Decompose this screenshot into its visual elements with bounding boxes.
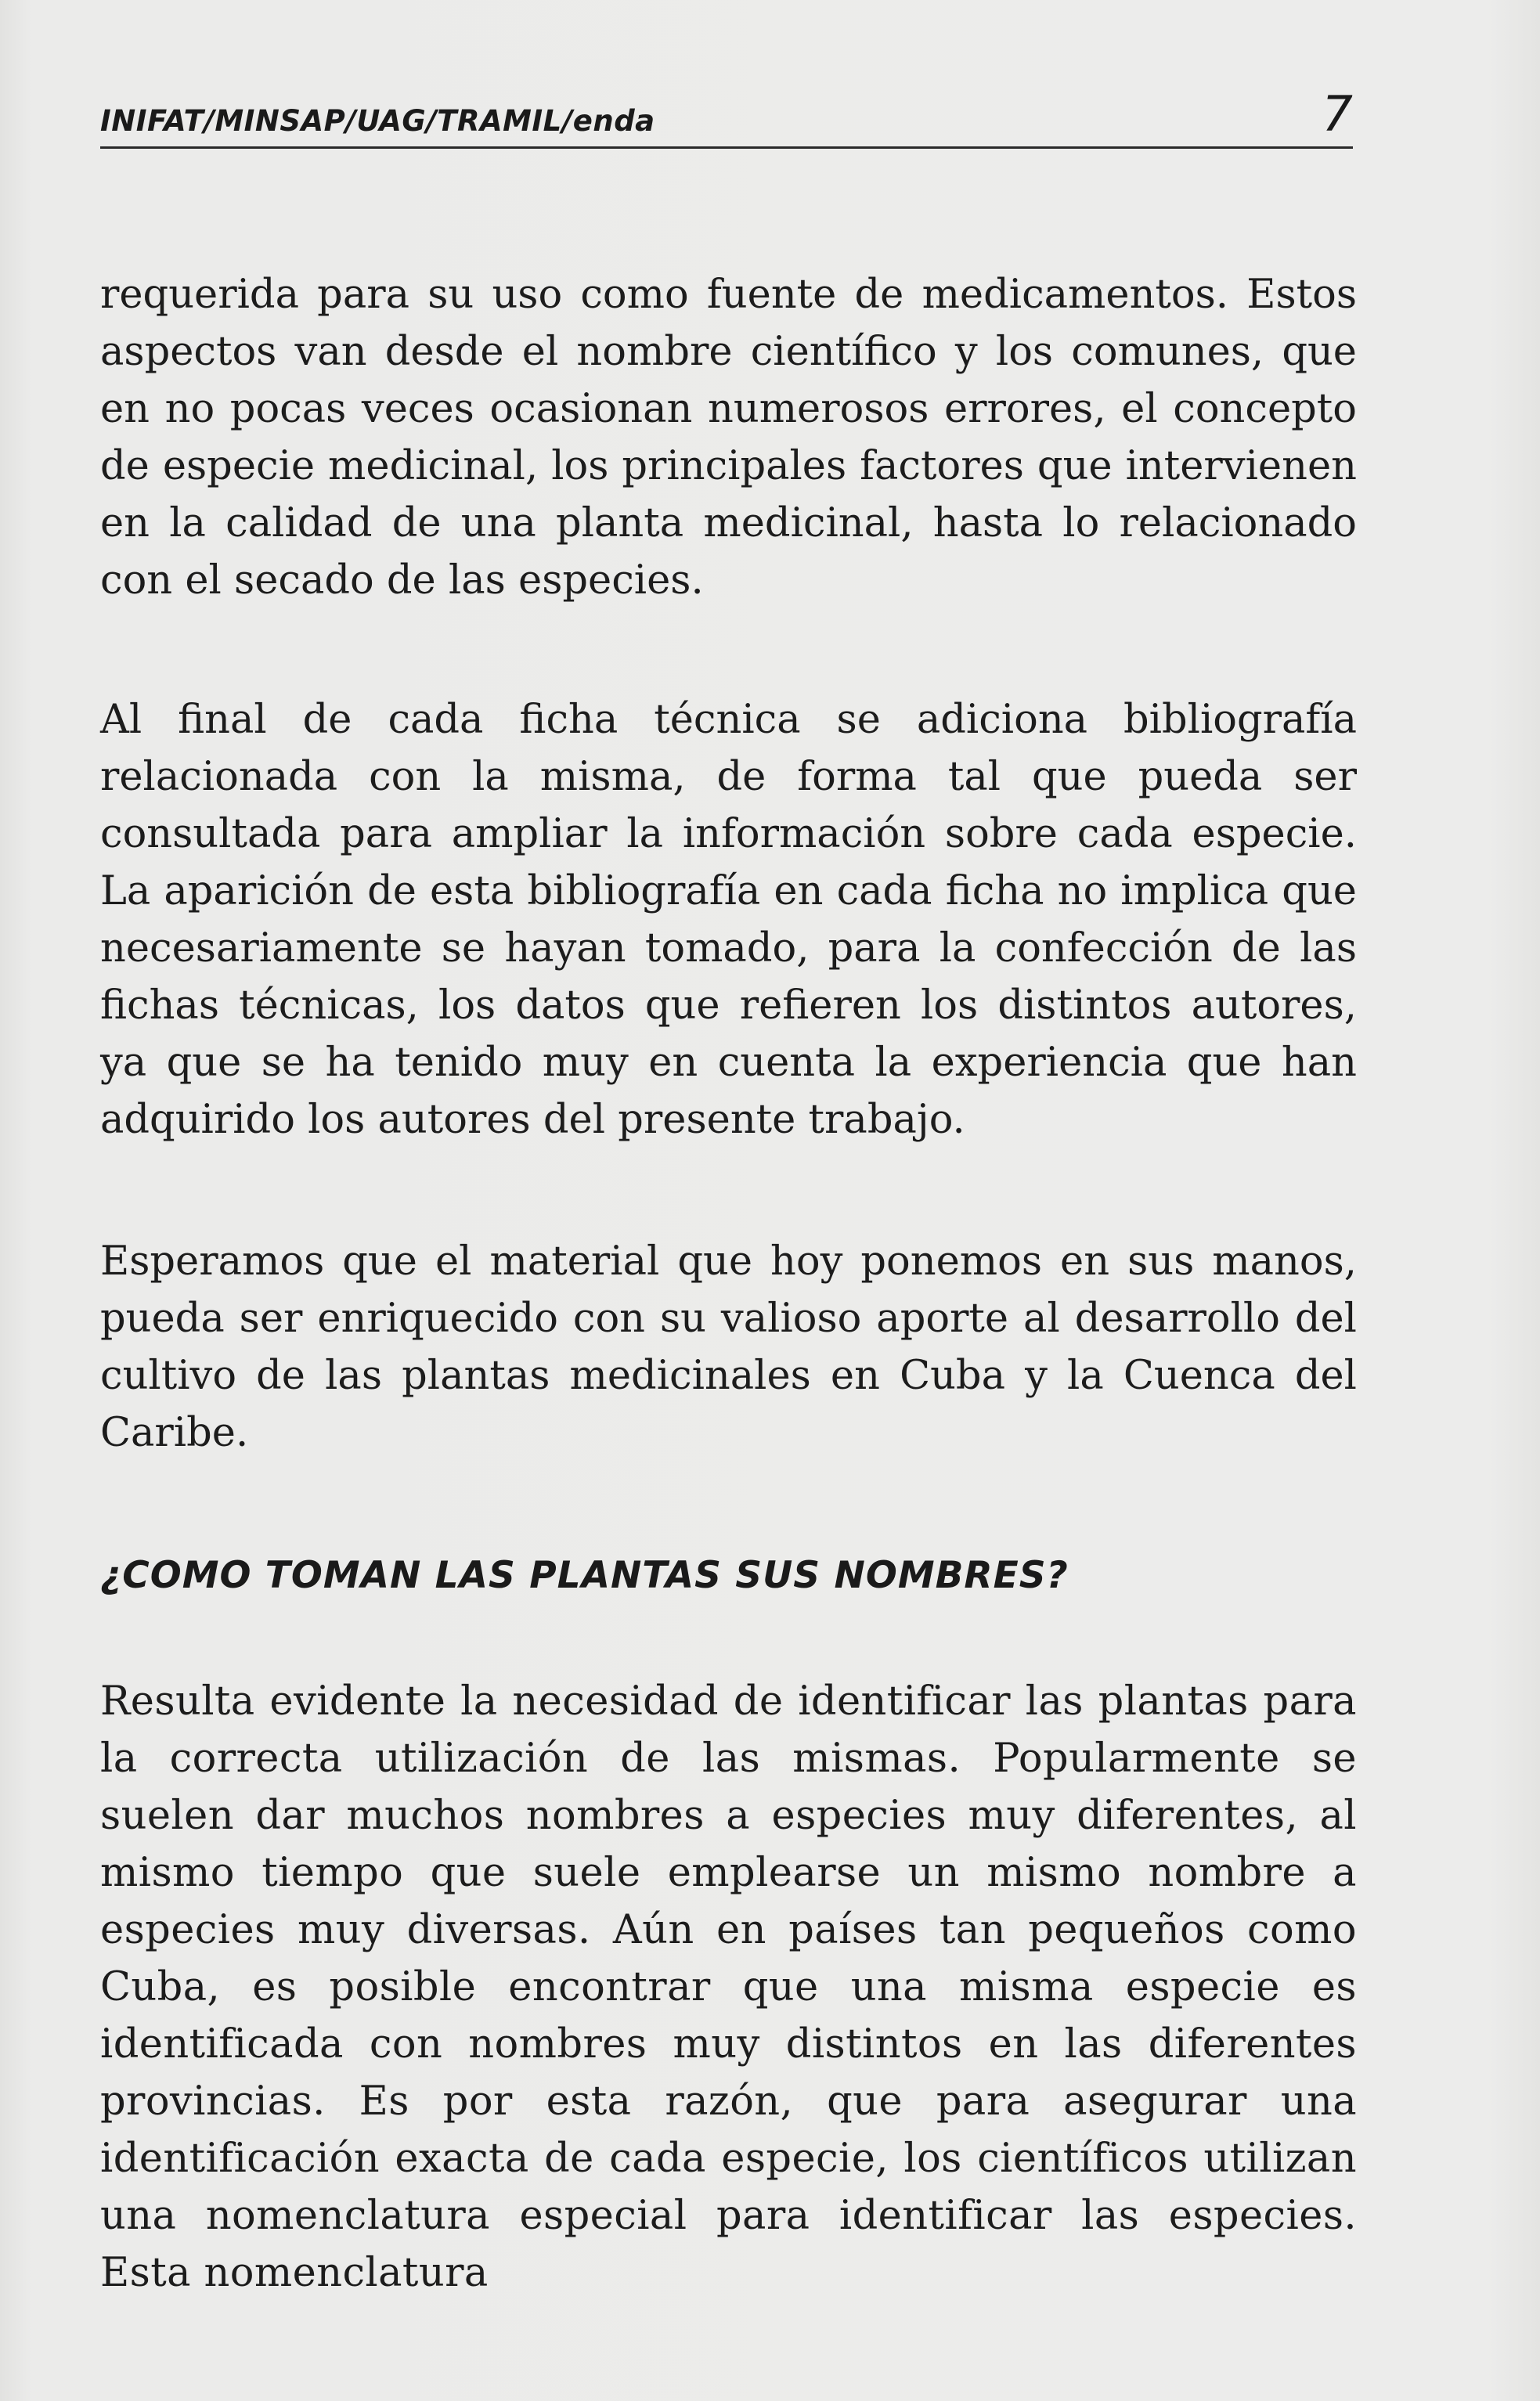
page-header [100, 85, 1353, 149]
section-heading: ¿COMO TOMAN LAS PLANTAS SUS NOMBRES? [100, 1554, 1069, 1597]
section-paragraph: Resulta evidente la necesidad de identificar las plantas para la correcta utilización de las mismas. Popularmente se suelen dar muchos nombres a especies muy diferentes, al mismo tiempo que suele emplearse un mismo nombre a especies muy diversas. Aún en países tan pequeños como Cuba, es posible encontrar que una misma especie es identificada con nombres muy distintos en las diferentes provincias. Es por esta razón, que para asegurar una identificación exacta de cada especie, los científicos utilizan una nomenclatura especial para identificar las especies. Esta nomenclatura [100, 1678, 1357, 2296]
header-rule [100, 146, 1353, 149]
page-number: 7 [1322, 85, 1353, 142]
paragraph-3: Esperamos que el material que hoy ponemos en sus manos, pueda ser enriquecido con su valioso aporte al desarrollo del cultivo de las plantas medicinales en Cuba y la Cuenca del Caribe. [100, 1238, 1357, 1456]
running-title: INIFAT/MINSAP/UAG/TRAMIL/enda [100, 104, 655, 138]
paragraph-1: requerida para su uso como fuente de medicamentos. Estos aspectos van desde el nombre científico y los comunes, que en no pocas veces ocasionan numerosos errores, el concepto de especie medicinal, los principales factores que intervienen en la calidad de una planta medicinal, hasta lo relacionado con el secado de las especies. [100, 272, 1357, 604]
paragraph-2: Al final de cada ficha técnica se adiciona bibliografía relacionada con la misma, de forma tal que pueda ser consultada para ampliar la información sobre cada especie. La aparición de esta bibliografía en cada ficha no implica que necesariamente se hayan tomado, para la confección de las fichas técnicas, los datos que refieren los distintos autores, ya que se ha tenido muy en cuenta la experiencia que han adquirido los autores del presente trabajo. [100, 697, 1357, 1143]
